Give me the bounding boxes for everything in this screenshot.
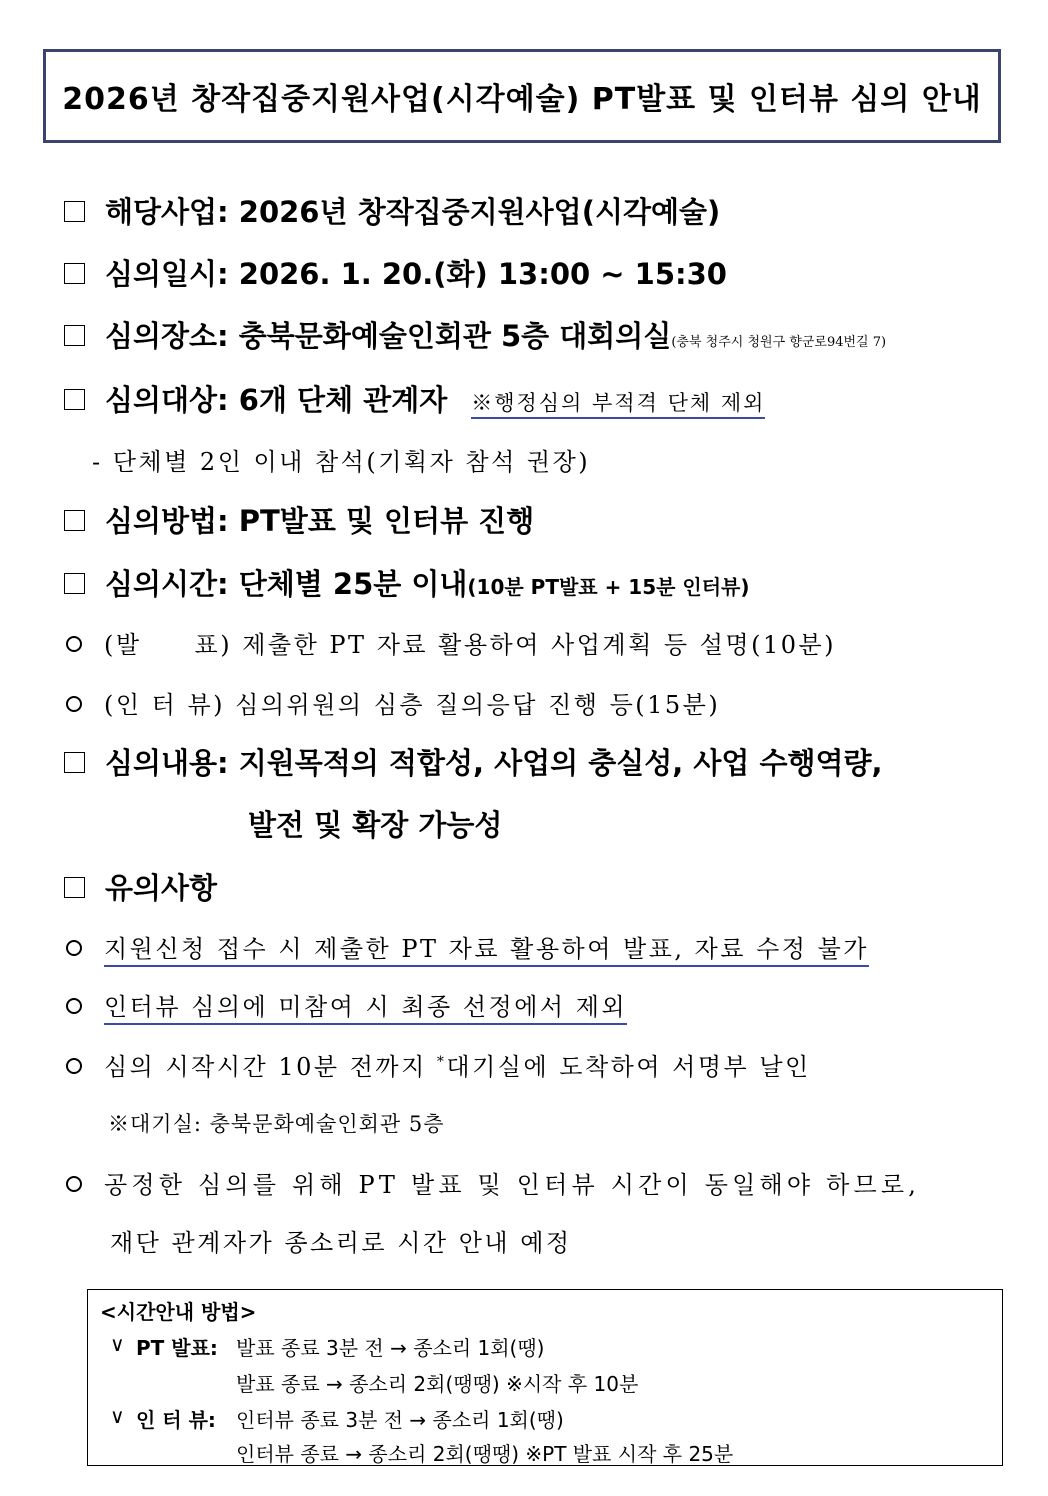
interview-line-2: 인터뷰 종료 → 종소리 2회(땡땡) ※PT 발표 시작 후 25분 — [236, 1442, 734, 1466]
time-bullet-2-text: (인 터 뷰) 심의위원의 심층 질의응답 진행 등(15분) — [104, 691, 721, 719]
circle-bullet-icon — [66, 1058, 82, 1074]
pt-check-icon: ∨ — [110, 1332, 125, 1356]
item-time — [64, 562, 750, 603]
note-2-text: 인터뷰 심의에 미참여 시 최종 선정에서 제외 — [104, 993, 627, 1025]
project-value: 2026년 창작집중지원사업(시각예술) — [238, 195, 721, 229]
checkbox-icon — [64, 263, 85, 284]
checkbox-icon — [64, 389, 85, 410]
time-guide-box — [87, 1289, 1003, 1466]
interview-check-icon: ∨ — [110, 1404, 125, 1428]
interview-line-1: 인터뷰 종료 3분 전 → 종소리 1회(땡) — [236, 1408, 564, 1432]
note-4-line-1: 공정한 심의를 위해 PT 발표 및 인터뷰 시간이 동일해야 하므로, — [104, 1171, 921, 1199]
content-line-1: 지원목적의 적합성, 사업의 충실성, 사업 수행역량, — [238, 746, 883, 780]
note-3 — [66, 1047, 811, 1082]
content-line-2: 발전 및 확장 가능성 — [248, 808, 503, 842]
date-value: 2026. 1. 20.(화) 13:00 ~ 15:30 — [238, 257, 727, 291]
notes-label: 유의사항 — [105, 871, 218, 905]
note-3-text-b: 대기실에 도착하여 서명부 날인 — [446, 1053, 811, 1081]
method-label: 심의방법: — [105, 504, 229, 538]
date-label: 심의일시: — [105, 257, 229, 291]
circle-bullet-icon — [66, 696, 82, 712]
time-bullet-1-text: (발 표) 제출한 PT 자료 활용하여 사업계획 등 설명(10분) — [104, 631, 837, 659]
checkbox-icon — [64, 877, 85, 898]
item-venue — [64, 314, 886, 355]
method-value: PT발표 및 인터뷰 진행 — [238, 504, 535, 538]
target-note: ※행정심의 부적격 단체 제외 — [471, 391, 765, 419]
asterisk-mark: * — [436, 1054, 447, 1070]
box-header: <시간안내 방법> — [100, 1300, 257, 1324]
venue-value: 충북문화예술인회관 5층 대회의실 — [238, 319, 672, 353]
interview-label: 인 터 뷰: — [136, 1408, 216, 1432]
pt-line-1: 발표 종료 3분 전 → 종소리 1회(땡) — [236, 1336, 545, 1360]
checkbox-icon — [64, 510, 85, 531]
note-1 — [66, 929, 869, 964]
time-bullet-2 — [66, 685, 720, 720]
item-date — [64, 252, 727, 293]
item-notes — [64, 866, 217, 907]
content-label: 심의내용: — [105, 746, 229, 780]
circle-bullet-icon — [66, 636, 82, 652]
checkbox-icon — [64, 201, 85, 222]
checkbox-icon — [64, 325, 85, 346]
note-3-text-a: 심의 시작시간 10분 전까지 — [104, 1053, 437, 1081]
circle-bullet-icon — [66, 940, 82, 956]
checkbox-icon — [64, 573, 85, 594]
pt-label: PT 발표: — [136, 1336, 218, 1360]
target-label: 심의대상: — [105, 383, 229, 417]
time-detail: (10분 PT발표 + 15분 인터뷰) — [467, 575, 750, 599]
pt-line-2: 발표 종료 → 종소리 2회(땡땡) ※시작 후 10분 — [236, 1372, 639, 1396]
note-4-line-2: 재단 관계자가 종소리로 시간 안내 예정 — [110, 1229, 572, 1257]
circle-bullet-icon — [66, 1176, 82, 1192]
circle-bullet-icon — [66, 998, 82, 1014]
note-1-text: 지원신청 접수 시 제출한 PT 자료 활용하여 발표, 자료 수정 불가 — [104, 935, 869, 967]
note-4 — [66, 1165, 920, 1200]
venue-address: (충북 청주시 청원구 향군로94번길 7) — [671, 335, 887, 350]
time-bullet-1 — [66, 625, 836, 660]
project-label: 해당사업: — [105, 195, 229, 229]
time-value: 단체별 25분 이내 — [238, 567, 468, 601]
page-title: 2026년 창작집중지원사업(시각예술) PT발표 및 인터뷰 심의 안내 — [62, 82, 982, 117]
note-2 — [66, 987, 627, 1022]
item-method — [64, 499, 534, 540]
checkbox-icon — [64, 752, 85, 773]
target-value: 6개 단체 관계자 — [238, 383, 448, 417]
note-3-sub: ※대기실: 충북문화예술인회관 5층 — [108, 1112, 445, 1136]
item-target — [64, 378, 765, 419]
venue-label: 심의장소: — [105, 319, 229, 353]
time-label: 심의시간: — [105, 567, 229, 601]
target-sub: - 단체별 2인 이내 참석(기획자 참석 권장) — [92, 448, 591, 476]
item-project — [64, 190, 720, 231]
title-box — [43, 49, 1001, 143]
item-content — [64, 741, 883, 782]
